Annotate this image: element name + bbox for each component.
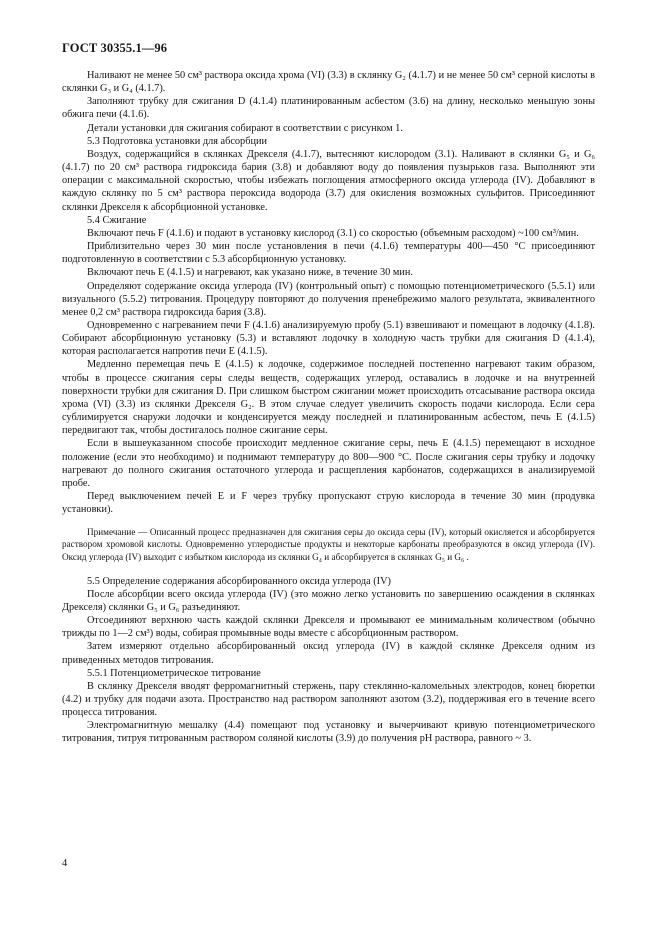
paragraph: Медленно перемещая печь E (4.1.5) к лодочке, содержимое последней постепенно нагревают таким образом, чтобы в процессе сжигания серы следы веществ, содержащих углерод, оставались в лодочке и на внутренней поверхности трубки для сжигания D. При слишком быстром сжигании может происходить отсасывание раствора оксида хрома (VI) (3.3) из склянки Дрекселя G₂. В этом случае следует увеличить скорость подачи кислорода. Если сера сублимируется снаружи лодочки и конденсируется между последней и платинированным асбестом, печь E (4.1.5) передвигают так, чтобы достигалось полное сжигание серы.	[62, 359, 595, 437]
paragraph: Заполняют трубку для сжигания D (4.1.4) платинированным асбестом (3.6) на длину, несколько меньшую зоны обжига печи (4.1.6).	[62, 96, 595, 121]
paragraph: Затем измеряют отдельно абсорбированный оксид углерода (IV) в каждой склянке Дрекселя одним из приведенных методов титрования.	[62, 641, 595, 666]
section-heading: 5.4 Сжигание	[87, 214, 147, 226]
paragraph: Перед выключением печей E и F через трубку пропускают струю кислорода в течение 30 мин (продувка установки).	[62, 491, 595, 516]
paragraph: Наливают не менее 50 см³ раствора оксида хрома (VI) (3.3) в склянку G₂ (4.1.7) и не менее 50 см³ серной кислоты в склянки G₃ и G₄ (4.1.7).	[62, 70, 595, 95]
paragraph: Включают печь F (4.1.6) и подают в установку кислород (3.1) со скоростью (объемным расходом) ~100 см³/мин.	[87, 227, 579, 239]
section-heading: 5.5 Определение содержания абсорбированного оксида углерода (IV)	[87, 575, 391, 587]
paragraph: После абсорбции всего оксида углерода (IV) (это можно легко установить по завершению осаждения в склянках Дрекселя) склянки G₅ и G₆ разъединяют.	[62, 588, 595, 613]
paragraph: Включают печь E (4.1.5) и нагревают, как указано ниже, в течение 30 мин.	[87, 267, 413, 279]
paragraph: Если в вышеуказанном способе происходит медленное сжигание серы, печь E (4.1.5) перемещают в исходное положение (если это необходимо) и поднимают температуру до 800—900 °С. После сжигания серы трубку и лодочку нагревают до полного сжигания остаточного углерода и расщепления карбонатов, содержащихся в анализируемой пробе.	[62, 438, 595, 489]
paragraph: Электромагнитную мешалку (4.4) помещают под установку и вычерчивают кривую потенциометрического титрования, титруя титрованным раствором соляной кислоты (3.9) до получения pH раствора, равного ~ 3.	[62, 720, 595, 745]
body-text	[62, 69, 595, 746]
paragraph: Отсоединяют верхнюю часть каждой склянки Дрекселя и промывают ее минимальным количеством (обычно трижды по 1—2 см³) воды, собирая промывные воды вместе с абсорбционным раствором.	[62, 615, 595, 640]
page-number: 4	[62, 858, 68, 869]
paragraph: В склянку Дрекселя вводят ферромагнитный стержень, пару стеклянно-каломельных электродов, конец бюретки (4.2) и трубку для подачи азота. Пространство над раствором заполняют азотом (3.2), поддерживая его в течение всего процесса титрования.	[62, 680, 595, 719]
paragraph: Приблизительно через 30 мин после установления в печи (4.1.6) температуры 400—450 °С присоединяют подготовленную в соответствии с 5.3 абсорбционную установку.	[62, 241, 595, 266]
paragraph: Одновременно с нагреванием печи F (4.1.6) анализируемую пробу (5.1) взвешивают и помещают в лодочку (4.1.8). Собирают абсорбционную установку (5.3) и вставляют лодочку в холодную часть трубки для сжигания D (4.1.4), которая располагается напротив печи E (4.1.5).	[62, 319, 595, 358]
standard-header: ГОСТ 30355.1—96	[62, 41, 168, 55]
section-heading: 5.5.1 Потенциометрическое титрование	[87, 667, 261, 679]
paragraph: Воздух, содержащийся в склянках Дрекселя (4.1.7), вытесняют кислородом (3.1). Наливают в склянки G₅ и G₆ (4.1.7) по 20 см³ раствора гидроксида бария (3.8) и добавляют воду до появления пузырьков газа. Выполняют эти операции с максимальной скоростью, чтобы избежать поглощения атмосферного оксида углерода (IV). Добавляют в каждую склянку по 5 см³ раствора пероксида водорода (3.7) для окисления возможных сульфитов. Присоединяют склянки Дрекселя к абсорбционной установке.	[62, 148, 595, 213]
note: Примечание — Описанный процесс предназначен для сжигания серы до оксида серы (IV), который окисляется и абсорбируется раствором хромовой кислоты. Одновременно углеродистые продукты и некоторые карбонаты преобразуются в оксид углерода (IV). Оксид углерода (IV) выходит с избытком кислорода из склянки G₄ и абсорбируется в склянках G₅ и G₆ .	[62, 527, 595, 562]
section-heading: 5.3 Подготовка установки для абсорбции	[87, 135, 267, 147]
paragraph: Определяют содержание оксида углерода (IV) (контрольный опыт) с помощью потенциометрического (5.5.1) или визуального (5.5.2) титрования. Процедуру повторяют до получения пренебрежимо малого результата, эквивалентного менее 0,2 см³ раствора гидроксида бария (3.8).	[62, 280, 595, 318]
paragraph: Детали установки для сжигания собирают в соответствии с рисунком 1.	[87, 122, 403, 134]
